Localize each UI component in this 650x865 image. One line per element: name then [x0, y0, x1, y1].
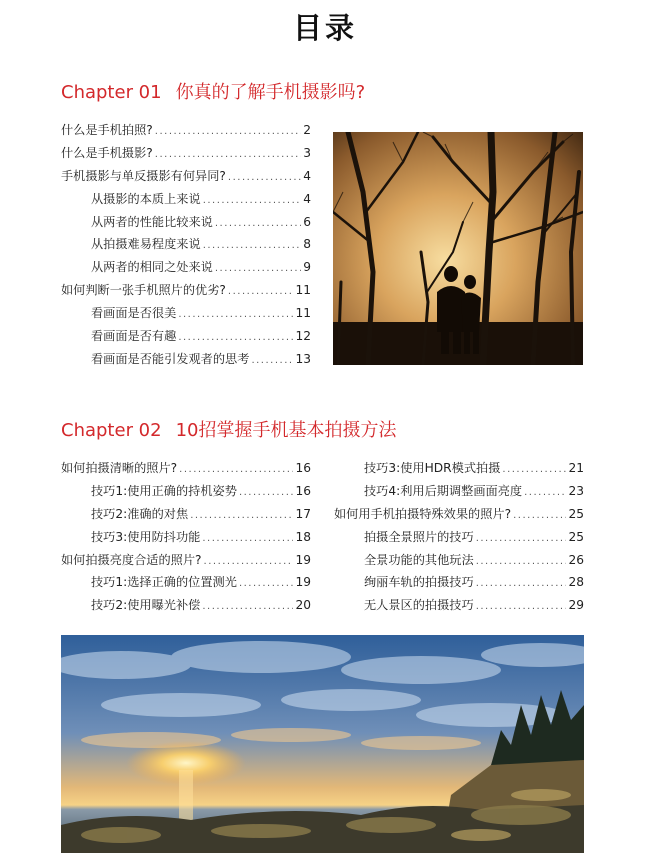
toc-entry-page: 25	[568, 506, 584, 521]
coastal-sunset-photo	[61, 635, 584, 853]
toc-leader-dots	[178, 309, 293, 320]
chapter-2-heading	[61, 416, 397, 442]
toc-leader-dots	[251, 355, 293, 366]
toc-entry	[61, 350, 311, 373]
toc-entry-page: 2	[303, 123, 311, 137]
toc-leader-dots	[239, 578, 294, 589]
toc-entry	[61, 459, 311, 482]
toc-entry	[334, 528, 584, 551]
toc-entry	[334, 573, 584, 596]
toc-entry-page: 12	[295, 329, 311, 344]
toc-leader-dots	[202, 533, 293, 544]
toc-leader-dots	[203, 240, 302, 251]
toc-entry	[334, 482, 584, 505]
chapter-1-title: 你真的了解手机摄影吗?	[175, 82, 366, 103]
toc-entry	[61, 505, 311, 528]
toc-entry-page: 25	[568, 529, 584, 544]
toc-entry-page: 29	[568, 598, 584, 613]
chapter-1-number: Chapter 01	[61, 82, 162, 103]
toc-entry-title: 从摄影的本质上来说	[91, 191, 201, 206]
toc-entry-title: 技巧4:利用后期调整画面亮度	[364, 483, 523, 498]
toc-entry-title: 全景功能的其他玩法	[364, 552, 474, 567]
toc-entry-page: 19	[295, 575, 311, 590]
toc-leader-dots	[190, 510, 293, 521]
toc-entry-title: 绚丽车轨的拍摄技巧	[364, 575, 474, 590]
chapter-2-toc-left	[61, 459, 311, 619]
toc-leader-dots	[155, 149, 301, 160]
toc-entry	[61, 121, 311, 144]
toc-entry-page: 21	[568, 461, 584, 475]
toc-entry	[61, 327, 311, 350]
toc-entry	[61, 304, 311, 327]
toc-leader-dots	[476, 556, 567, 567]
toc-entry-title: 拍摄全景照片的技巧	[364, 529, 474, 544]
toc-entry	[61, 167, 311, 190]
toc-leader-dots	[215, 218, 301, 229]
toc-entry-title: 无人景区的拍摄技巧	[364, 598, 474, 613]
toc-entry	[61, 258, 311, 281]
toc-entry	[61, 281, 311, 304]
toc-entry-page: 16	[295, 461, 311, 475]
toc-entry-page: 11	[295, 306, 311, 321]
toc-entry	[334, 551, 584, 574]
toc-entry-page: 3	[303, 145, 311, 160]
toc-leader-dots	[179, 464, 293, 475]
toc-entry-title: 技巧1:选择正确的位置测光	[91, 575, 237, 590]
chapter-2-toc-right	[334, 459, 584, 619]
page-title: 目录	[292, 11, 357, 45]
toc-leader-dots	[203, 195, 302, 206]
toc-entry	[61, 528, 311, 551]
toc-entry-page: 28	[568, 575, 584, 590]
toc-entry-page: 13	[295, 351, 311, 366]
toc-entry-page: 11	[295, 283, 311, 298]
toc-leader-dots	[178, 332, 293, 343]
toc-leader-dots	[228, 286, 294, 297]
toc-entry-title: 什么是手机拍照?	[61, 123, 153, 137]
toc-entry-page: 6	[303, 214, 311, 229]
toc-entry-title: 如何拍摄亮度合适的照片?	[61, 552, 202, 567]
toc-entry-page: 23	[568, 483, 584, 498]
chapter-2-number: Chapter 02	[61, 420, 162, 441]
toc-entry-title: 技巧2:使用曝光补偿	[91, 598, 201, 613]
chapter-2-title: 10招掌握手机基本拍摄方法	[175, 420, 397, 441]
toc-entry	[61, 573, 311, 596]
toc-entry-title: 如何用手机拍摄特殊效果的照片?	[334, 506, 512, 521]
toc-entry-page: 4	[303, 191, 311, 206]
toc-entry-title: 如何拍摄清晰的照片?	[61, 461, 178, 475]
toc-entry-page: 19	[295, 552, 311, 567]
toc-entry-title: 手机摄影与单反摄影有何异同?	[61, 168, 226, 183]
toc-entry-page: 4	[303, 168, 311, 183]
toc-entry-title: 看画面是否很美	[91, 306, 177, 321]
toc-entry	[61, 190, 311, 213]
toc-entry	[61, 596, 311, 619]
toc-leader-dots	[155, 126, 301, 137]
toc-entry	[334, 596, 584, 619]
toc-entry-title: 技巧3:使用HDR模式拍摄	[364, 461, 501, 475]
couple-sunset-photo	[333, 132, 583, 365]
toc-entry	[61, 144, 311, 167]
toc-leader-dots	[476, 533, 567, 544]
toc-entry-title: 看画面是否有趣	[91, 329, 177, 344]
toc-entry	[61, 213, 311, 236]
toc-entry-title: 技巧2:准确的对焦	[91, 506, 189, 521]
toc-leader-dots	[476, 578, 567, 589]
toc-entry-title: 从拍摄难易程度来说	[91, 237, 201, 252]
toc-entry	[334, 459, 584, 482]
toc-leader-dots	[476, 601, 567, 612]
toc-entry-title: 技巧3:使用防抖功能	[91, 529, 201, 544]
toc-entry	[334, 505, 584, 528]
toc-entry-title: 从两者的性能比较来说	[91, 214, 213, 229]
toc-entry-title: 从两者的相同之处来说	[91, 260, 213, 275]
toc-entry-page: 18	[295, 529, 311, 544]
toc-leader-dots	[502, 464, 566, 475]
toc-entry-page: 9	[303, 260, 311, 275]
toc-leader-dots	[513, 510, 566, 521]
toc-leader-dots	[239, 487, 294, 498]
chapter-1-toc	[61, 121, 311, 373]
toc-entry-page: 26	[568, 552, 584, 567]
toc-leader-dots	[215, 263, 301, 274]
toc-leader-dots	[524, 487, 566, 498]
toc-leader-dots	[228, 172, 301, 183]
toc-entry-title: 技巧1:使用正确的持机姿势	[91, 483, 237, 498]
toc-leader-dots	[204, 556, 294, 567]
toc-entry-title: 看画面是否能引发观者的思考	[91, 351, 250, 366]
toc-entry-title: 什么是手机摄影?	[61, 145, 153, 160]
toc-entry-title: 如何判断一张手机照片的优劣?	[61, 283, 226, 298]
toc-entry	[61, 235, 311, 258]
toc-entry-page: 20	[295, 598, 311, 613]
chapter-1-heading	[61, 78, 365, 104]
toc-entry-page: 8	[303, 237, 311, 252]
toc-entry	[61, 551, 311, 574]
toc-entry	[61, 482, 311, 505]
toc-leader-dots	[202, 601, 293, 612]
toc-entry-page: 16	[295, 483, 311, 498]
toc-entry-page: 17	[295, 506, 311, 521]
